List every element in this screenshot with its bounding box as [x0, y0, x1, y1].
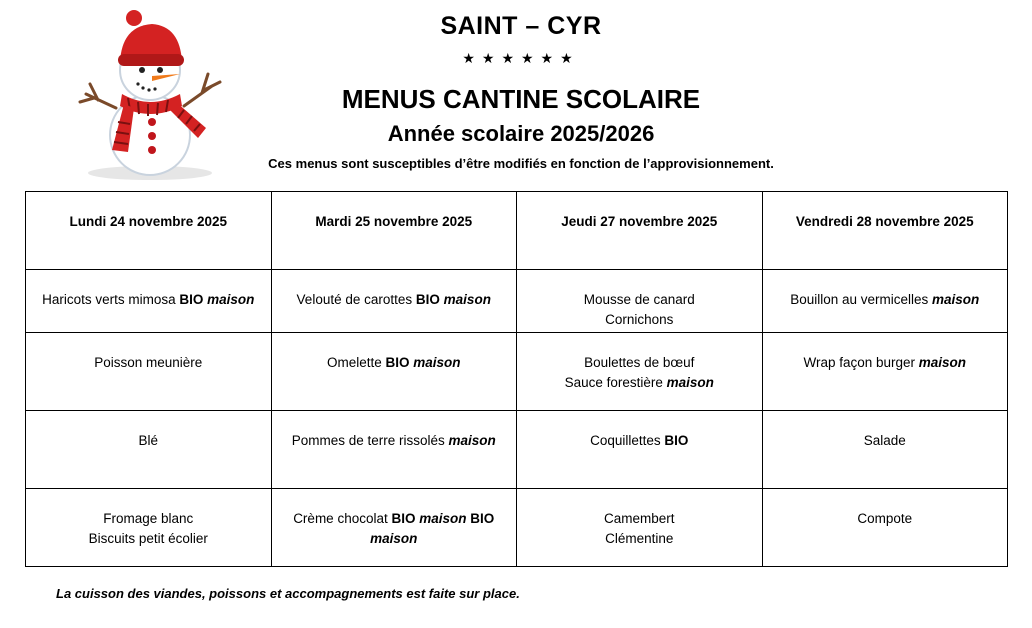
dish-text: Poisson meunière	[94, 355, 203, 370]
menu-cell-line	[523, 310, 756, 330]
bio-label: BIO	[664, 433, 689, 448]
starter-row	[26, 270, 1008, 333]
bio-label: BIO	[470, 511, 495, 526]
menu-cell-line	[523, 431, 756, 451]
menu-cell-line	[278, 509, 511, 529]
maison-label: maison	[419, 511, 467, 526]
maison-label: maison	[918, 355, 967, 370]
maison-label: maison	[448, 433, 496, 448]
menu-cell-line	[32, 529, 265, 549]
menu-cell-line	[769, 509, 1002, 529]
dish-text: Sauce forestière	[564, 375, 667, 390]
menu-cell-line	[769, 290, 1002, 310]
menu-cell	[762, 333, 1008, 411]
bio-label: BIO	[391, 511, 416, 526]
menu-cell	[26, 270, 272, 333]
menu-cell-line	[32, 431, 265, 451]
menu-cell-line	[523, 509, 756, 529]
maison-label: maison	[666, 375, 714, 390]
dish-text: Salade	[863, 433, 906, 448]
menu-cell-line	[523, 373, 756, 393]
maison-label: maison	[370, 531, 418, 546]
dish-text: Boulettes de bœuf	[584, 355, 695, 370]
menu-cell-line	[32, 290, 265, 310]
menu-cell-line	[278, 353, 511, 373]
town-name: SAINT – CYR	[440, 12, 602, 40]
cooking-note: La cuisson des viandes, poissons et accompagnements est faite sur place.	[56, 586, 520, 601]
dish-text: Haricots verts mimosa	[42, 292, 180, 307]
side-dish-row	[26, 411, 1008, 489]
menu-cell	[271, 333, 517, 411]
menu-cell	[26, 333, 272, 411]
menu-cell-line	[769, 431, 1002, 451]
dish-text: Biscuits petit écolier	[88, 531, 208, 546]
dish-text: Cornichons	[605, 312, 674, 327]
dish-text: Bouillon au vermicelles	[790, 292, 933, 307]
dish-text: Mousse de canard	[583, 292, 695, 307]
bio-label: BIO	[179, 292, 204, 307]
menu-cell	[517, 489, 763, 567]
dish-text: Velouté de carottes	[296, 292, 416, 307]
dish-text: Clémentine	[605, 531, 674, 546]
day-header: Vendredi 28 novembre 2025	[762, 192, 1008, 270]
maison-label: maison	[207, 292, 255, 307]
menu-cell	[517, 333, 763, 411]
dish-text: Omelette	[326, 355, 386, 370]
menu-cell	[271, 489, 517, 567]
bio-label: BIO	[415, 292, 440, 307]
menu-cell-line	[769, 353, 1002, 373]
day-header: Mardi 25 novembre 2025	[271, 192, 517, 270]
menu-notice: Ces menus sont susceptibles d’être modifiés en fonction de l’approvisionnement.	[268, 156, 774, 171]
day-header: Lundi 24 novembre 2025	[26, 192, 272, 270]
menu-cell-line	[278, 431, 511, 451]
bio-label: BIO	[385, 355, 410, 370]
day-header: Jeudi 27 novembre 2025	[517, 192, 763, 270]
menu-cell	[762, 411, 1008, 489]
dish-text: Wrap façon burger	[803, 355, 919, 370]
dish-text: Coquillettes	[590, 433, 665, 448]
menu-cell-line	[32, 353, 265, 373]
menu-cell-line	[32, 509, 265, 529]
menu-cell-line	[523, 290, 756, 310]
maison-label: maison	[932, 292, 980, 307]
main-course-row	[26, 333, 1008, 411]
menu-table	[25, 191, 1008, 567]
dish-text: Crème chocolat	[293, 511, 392, 526]
menu-cell	[762, 270, 1008, 333]
menu-cell-line	[278, 290, 511, 310]
menu-cell	[517, 411, 763, 489]
dish-text: Compote	[857, 511, 913, 526]
maison-label: maison	[413, 355, 461, 370]
dish-text: Fromage blanc	[103, 511, 194, 526]
dish-text: Blé	[138, 433, 158, 448]
menu-cell	[517, 270, 763, 333]
menu-cell-line	[523, 353, 756, 373]
dish-text: Camembert	[603, 511, 675, 526]
dish-text: Pommes de terre rissolés	[291, 433, 449, 448]
school-year: Année scolaire 2025/2026	[387, 121, 655, 146]
menu-cell	[26, 489, 272, 567]
page-title: MENUS CANTINE SCOLAIRE	[341, 84, 701, 114]
maison-label: maison	[443, 292, 491, 307]
menu-cell	[271, 411, 517, 489]
menu-cell-line	[523, 529, 756, 549]
menu-cell	[271, 270, 517, 333]
dessert-row	[26, 489, 1008, 567]
menu-cell	[26, 411, 272, 489]
menu-cell-line	[278, 529, 511, 549]
menu-cell	[762, 489, 1008, 567]
days-header-row	[26, 192, 1008, 270]
stars-divider: ★★★★★★	[462, 50, 580, 66]
